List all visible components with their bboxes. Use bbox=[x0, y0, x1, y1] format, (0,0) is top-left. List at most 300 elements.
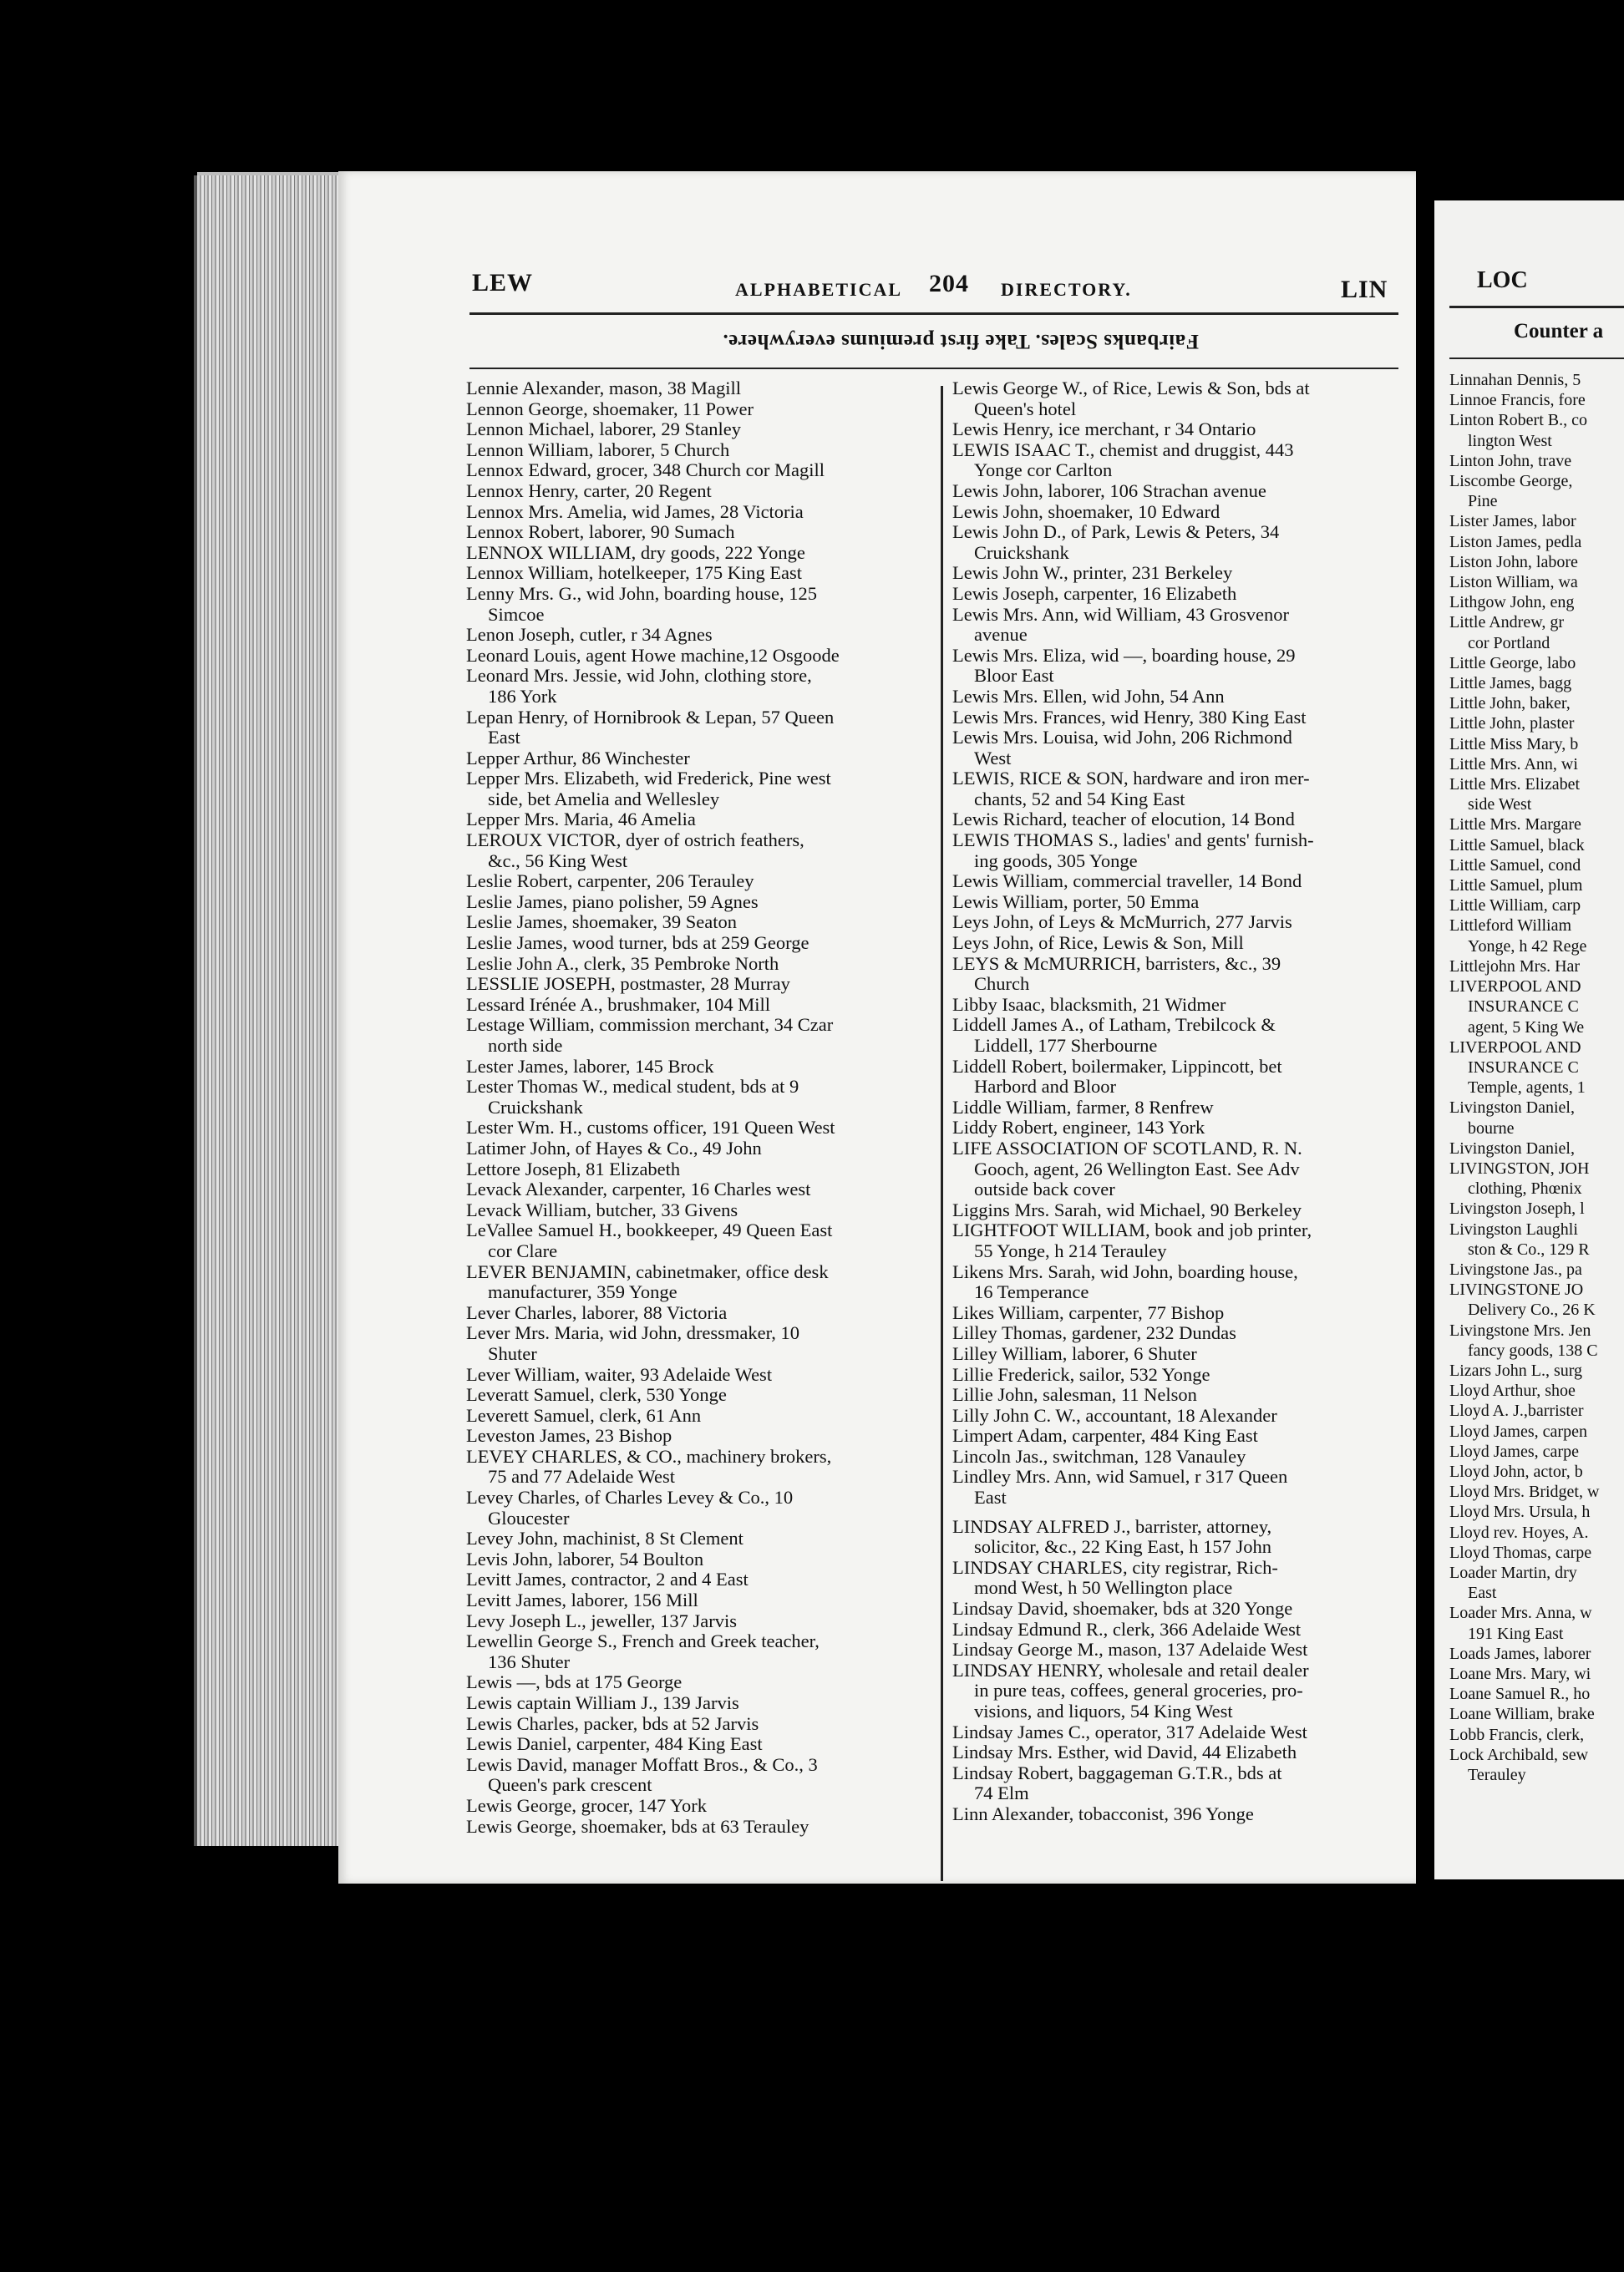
entry-line: Lillie Frederick, sailor, 532 Yonge bbox=[952, 1363, 1210, 1385]
facing-entry-line: Linton John, trave bbox=[1449, 451, 1572, 470]
directory-entry bbox=[466, 584, 917, 625]
entry-continuation: West bbox=[974, 747, 1012, 768]
facing-entry-line: lington West bbox=[1468, 431, 1552, 450]
facing-entry-line: fancy goods, 138 C bbox=[1468, 1341, 1598, 1360]
entry-line: Leverett Samuel, clerk, 61 Ann bbox=[466, 1404, 702, 1426]
directory-entry bbox=[466, 830, 917, 871]
facing-guide-word: LOC bbox=[1477, 267, 1528, 293]
facing-entry-line: LIVERPOOL AND bbox=[1449, 977, 1581, 997]
entry-line: Lennon William, laborer, 5 Church bbox=[466, 439, 730, 460]
entry-line: Lennox Mrs. Amelia, wid James, 28 Victoria bbox=[466, 500, 804, 522]
directory-entry bbox=[952, 563, 1403, 584]
directory-entry bbox=[466, 646, 917, 667]
entry-line: LINDSAY ALFRED J., barrister, attorney, bbox=[952, 1515, 1272, 1537]
entry-line: Lever William, waiter, 93 Adelaide West bbox=[466, 1363, 773, 1385]
entry-line: Likens Mrs. Sarah, wid John, boarding house, bbox=[952, 1260, 1298, 1282]
directory-entry bbox=[952, 1118, 1403, 1139]
entry-line: Leslie Robert, carpenter, 206 Terauley bbox=[466, 870, 754, 892]
left-guide-word: LEW bbox=[472, 269, 534, 297]
facing-entry-line: Liston William, wa bbox=[1449, 573, 1578, 592]
facing-entry-line: Little John, baker, bbox=[1449, 694, 1571, 713]
facing-entry-line: Lloyd Arthur, shoe bbox=[1449, 1382, 1576, 1401]
entry-continuation: 186 York bbox=[488, 685, 557, 707]
directory-entry bbox=[466, 707, 917, 748]
directory-entry bbox=[952, 1640, 1403, 1661]
facing-entry-line: Lloyd rev. Hoyes, A. bbox=[1449, 1523, 1589, 1542]
entry-continuation: Yonge cor Carlton bbox=[974, 459, 1113, 481]
entry-continuation: Gooch, agent, 26 Wellington East. See Adv bbox=[974, 1158, 1300, 1179]
directory-entry bbox=[466, 768, 917, 809]
entry-line: Leslie James, wood turner, bds at 259 George bbox=[466, 932, 809, 954]
directory-entry bbox=[466, 995, 917, 1016]
directory-entry bbox=[466, 440, 917, 461]
directory-entry bbox=[952, 419, 1403, 440]
directory-entry bbox=[952, 1722, 1403, 1743]
facing-entry-line: Little Samuel, cond bbox=[1449, 855, 1581, 875]
facing-entry-line: Liston James, pedla bbox=[1449, 532, 1582, 551]
facing-entry-line: Lloyd John, actor, b bbox=[1449, 1462, 1583, 1481]
directory-entry bbox=[466, 1262, 917, 1303]
directory-entry bbox=[466, 954, 917, 975]
facing-entry-line: Loane William, brake bbox=[1449, 1705, 1595, 1724]
entry-continuation: chants, 52 and 54 King East bbox=[974, 788, 1185, 809]
facing-entry-line: Terauley bbox=[1468, 1766, 1526, 1785]
facing-entry-line: ston & Co., 129 R bbox=[1468, 1240, 1590, 1259]
entry-continuation: mond West, h 50 Wellington place bbox=[974, 1577, 1233, 1599]
entry-line: Levis John, laborer, 54 Boulton bbox=[466, 1548, 704, 1570]
entry-continuation: East bbox=[488, 727, 520, 748]
directory-entry bbox=[466, 481, 917, 502]
directory-entry bbox=[952, 1323, 1403, 1344]
entry-line: Lilley William, laborer, 6 Shuter bbox=[952, 1342, 1197, 1364]
entry-line: Lepper Mrs. Elizabeth, wid Frederick, Pine west bbox=[466, 768, 831, 789]
facing-entry-line: cor Portland bbox=[1468, 633, 1550, 652]
entry-line: Lewis Joseph, carpenter, 16 Elizabeth bbox=[952, 582, 1237, 604]
entry-line: Levy Joseph L., jeweller, 137 Jarvis bbox=[466, 1610, 738, 1631]
entry-line: Lewis Mrs. Ann, wid William, 43 Grosvenor bbox=[952, 603, 1290, 625]
directory-entry bbox=[466, 502, 917, 523]
directory-entry bbox=[952, 1406, 1403, 1427]
entry-continuation: ing goods, 305 Yonge bbox=[974, 849, 1138, 871]
entry-continuation: Bloor East bbox=[974, 665, 1054, 687]
directory-entry bbox=[952, 830, 1403, 871]
directory-entry bbox=[466, 460, 917, 481]
entry-continuation: Liddell, 177 Sherbourne bbox=[974, 1035, 1158, 1056]
directory-entry bbox=[952, 502, 1403, 523]
directory-entry bbox=[952, 1467, 1403, 1508]
directory-entry bbox=[466, 1755, 917, 1796]
entry-line: LEWIS ISAAC T., chemist and druggist, 443 bbox=[952, 439, 1294, 460]
facing-entry-line: Little John, plaster bbox=[1449, 714, 1575, 733]
entry-line: LIFE ASSOCIATION OF SCOTLAND, R. N. bbox=[952, 1137, 1302, 1159]
facing-entry-line: Little Samuel, plum bbox=[1449, 876, 1583, 895]
entry-line: LENNOX WILLIAM, dry goods, 222 Yonge bbox=[466, 541, 805, 563]
entry-continuation: 16 Temperance bbox=[974, 1281, 1089, 1303]
entry-line: Lindsay David, shoemaker, bds at 320 Yonge bbox=[952, 1598, 1293, 1620]
entry-line: Leveston James, 23 Bishop bbox=[466, 1425, 672, 1447]
entry-line: Leonard Mrs. Jessie, wid John, clothing store, bbox=[466, 665, 812, 687]
directory-entry bbox=[952, 809, 1403, 830]
directory-entry bbox=[952, 1804, 1403, 1825]
directory-entry bbox=[952, 707, 1403, 728]
entry-line: Leys John, of Leys & McMurrich, 277 Jarvis bbox=[952, 911, 1292, 933]
entry-line: Lewis Mrs. Frances, wid Henry, 380 King East bbox=[952, 706, 1307, 728]
directory-entry bbox=[466, 625, 917, 646]
directory-entry bbox=[466, 1139, 917, 1159]
facing-entry-line: Lithgow John, eng bbox=[1449, 593, 1575, 612]
entry-line: Levack William, butcher, 33 Givens bbox=[466, 1199, 738, 1220]
directory-entry bbox=[952, 871, 1403, 892]
entry-line: Latimer John, of Hayes & Co., 49 John bbox=[466, 1137, 762, 1159]
entry-line: Leveratt Samuel, clerk, 530 Yonge bbox=[466, 1384, 727, 1406]
entry-continuation: in pure teas, coffees, general groceries, pro- bbox=[974, 1680, 1303, 1701]
header-title-right: DIRECTORY. bbox=[1001, 279, 1132, 300]
entry-line: Lennox William, hotelkeeper, 175 King East bbox=[466, 562, 803, 584]
entry-continuation: 74 Elm bbox=[974, 1783, 1029, 1804]
facing-entry-line: Little George, labo bbox=[1449, 653, 1576, 672]
facing-entry-line: East bbox=[1468, 1584, 1497, 1603]
directory-entry bbox=[466, 1529, 917, 1549]
directory-entry bbox=[466, 1426, 917, 1447]
entry-line: Lindsay Robert, baggageman G.T.R., bds at bbox=[952, 1762, 1282, 1783]
entry-line: Lennie Alexander, mason, 38 Magill bbox=[466, 378, 742, 398]
entry-line: Lennon George, shoemaker, 11 Power bbox=[466, 398, 754, 419]
directory-entry bbox=[466, 871, 917, 892]
directory-entry bbox=[952, 892, 1403, 913]
directory-entry bbox=[466, 1077, 917, 1118]
entry-continuation: Cruickshank bbox=[974, 541, 1069, 563]
facing-entry-line: clothing, Phœnix bbox=[1468, 1179, 1582, 1199]
entry-line: Lewis captain William J., 139 Jarvis bbox=[466, 1692, 739, 1713]
directory-entry bbox=[466, 1365, 917, 1386]
entry-line: Levack Alexander, carpenter, 16 Charles west bbox=[466, 1179, 811, 1200]
directory-entry bbox=[952, 1620, 1403, 1641]
entry-continuation: cor Clare bbox=[488, 1240, 558, 1261]
facing-entry-line: Linnahan Dennis, 5 bbox=[1449, 371, 1581, 389]
directory-entry bbox=[466, 378, 917, 399]
entry-continuation: Shuter bbox=[488, 1342, 537, 1364]
facing-entry-line: INSURANCE C bbox=[1468, 997, 1579, 1017]
facing-entry-line: Loads James, laborer bbox=[1449, 1644, 1591, 1663]
directory-entry bbox=[466, 1631, 917, 1672]
entry-line: LEROUX VICTOR, dyer of ostrich feathers, bbox=[466, 829, 804, 851]
directory-entry bbox=[466, 1406, 917, 1427]
directory-entry bbox=[466, 1714, 917, 1735]
directory-entry bbox=[952, 1220, 1403, 1261]
entry-line: Leonard Louis, agent Howe machine,12 Osgoode bbox=[466, 644, 840, 666]
entry-line: LEVER BENJAMIN, cabinetmaker, office desk bbox=[466, 1260, 829, 1282]
directory-entry bbox=[952, 440, 1403, 481]
page-number: 204 bbox=[929, 270, 969, 297]
directory-entry bbox=[952, 1057, 1403, 1098]
directory-entry bbox=[466, 1323, 917, 1364]
entry-line: Lever Charles, laborer, 88 Victoria bbox=[466, 1301, 728, 1323]
facing-entry-line: Lloyd A. J.,barrister bbox=[1449, 1402, 1584, 1421]
entry-line: Lindsay Mrs. Esther, wid David, 44 Elizabeth bbox=[952, 1742, 1297, 1763]
entry-line: LESSLIE JOSEPH, postmaster, 28 Murray bbox=[466, 973, 790, 995]
facing-entry-line: Loane Mrs. Mary, wi bbox=[1449, 1665, 1591, 1683]
entry-line: Lewis David, manager Moffatt Bros., & Co., 3 bbox=[466, 1753, 818, 1775]
facing-entry-line: Little Mrs. Ann, wi bbox=[1449, 754, 1578, 773]
facing-entry-line: Loader Mrs. Anna, w bbox=[1449, 1604, 1592, 1623]
directory-entry bbox=[466, 748, 917, 769]
entry-line: Lewis George, shoemaker, bds at 63 Terauley bbox=[466, 1815, 809, 1837]
facing-entry-line: Linnoe Francis, fore bbox=[1449, 391, 1586, 410]
facing-entry-line: Yonge, h 42 Rege bbox=[1468, 936, 1587, 956]
entry-line: Lennon Michael, laborer, 29 Stanley bbox=[466, 418, 741, 440]
facing-entry-line: Little Miss Mary, b bbox=[1449, 734, 1579, 753]
entry-line: Lester Thomas W., medical student, bds at 9 bbox=[466, 1076, 799, 1098]
directory-entry bbox=[952, 1661, 1403, 1722]
entry-line: LIGHTFOOT WILLIAM, book and job printer, bbox=[952, 1220, 1312, 1241]
directory-entry bbox=[466, 1118, 917, 1139]
facing-entry-line: Liscombe George, bbox=[1449, 472, 1573, 491]
entry-line: Lewis Charles, packer, bds at 52 Jarvis bbox=[466, 1712, 759, 1734]
facing-entry-line: Livingstone Mrs. Jen bbox=[1449, 1321, 1591, 1340]
entry-line: Lewis —, bds at 175 George bbox=[466, 1671, 683, 1693]
directory-entry bbox=[952, 1139, 1403, 1200]
facing-banner: Counter a bbox=[1514, 320, 1604, 342]
entry-line: Limpert Adam, carpenter, 484 King East bbox=[952, 1425, 1258, 1447]
entry-continuation: outside back cover bbox=[974, 1179, 1115, 1200]
directory-entry bbox=[466, 666, 917, 707]
directory-entry bbox=[952, 1385, 1403, 1406]
entry-line: Lessard Irénée A., brushmaker, 104 Mill bbox=[466, 993, 770, 1015]
entry-line: Lennox Robert, laborer, 90 Sumach bbox=[466, 521, 735, 543]
entry-line: Lewis Mrs. Ellen, wid John, 54 Ann bbox=[952, 685, 1225, 707]
entry-continuation: East bbox=[974, 1487, 1007, 1509]
entry-line: Liddell James A., of Latham, Trebilcock & bbox=[952, 1014, 1276, 1036]
entry-line: Lever Mrs. Maria, wid John, dressmaker, 10 bbox=[466, 1322, 800, 1344]
directory-entry bbox=[952, 1558, 1403, 1599]
facing-entry-line: agent, 5 King We bbox=[1468, 1017, 1585, 1037]
facing-entry-line: Lloyd Thomas, carpe bbox=[1449, 1543, 1592, 1562]
right-guide-word: LIN bbox=[1341, 276, 1388, 303]
directory-entry bbox=[952, 522, 1403, 563]
entry-line: Lewis George W., of Rice, Lewis & Son, bds at bbox=[952, 378, 1310, 398]
entry-line: Lewis John, laborer, 106 Strachan avenue bbox=[952, 479, 1266, 501]
directory-entry bbox=[952, 1517, 1403, 1558]
entry-line: Lindsay James C., operator, 317 Adelaide West bbox=[952, 1721, 1307, 1742]
facing-entry-line: side West bbox=[1468, 795, 1532, 814]
entry-line: Lilley Thomas, gardener, 232 Dundas bbox=[952, 1322, 1236, 1344]
entry-line: Lindsay George M., mason, 137 Adelaide West bbox=[952, 1639, 1308, 1661]
entry-line: Lennox Edward, grocer, 348 Church cor Magill bbox=[466, 459, 825, 481]
directory-entry bbox=[466, 563, 917, 584]
directory-entry bbox=[466, 809, 917, 830]
entry-line: Lewis John, shoemaker, 10 Edward bbox=[952, 500, 1221, 522]
directory-entry bbox=[952, 1763, 1403, 1804]
directory-entry bbox=[466, 419, 917, 440]
facing-entry-line: Littleford William bbox=[1449, 916, 1572, 936]
entry-line: Lindley Mrs. Ann, wid Samuel, r 317 Queen bbox=[952, 1466, 1288, 1488]
entry-line: Lindsay Edmund R., clerk, 366 Adelaide West bbox=[952, 1618, 1302, 1640]
facing-entry-line: Lloyd Mrs. Bridget, w bbox=[1449, 1483, 1600, 1502]
directory-entry bbox=[952, 728, 1403, 768]
entry-continuation: 55 Yonge, h 214 Terauley bbox=[974, 1240, 1167, 1261]
directory-entry bbox=[466, 933, 917, 954]
facing-entry-line: Littlejohn Mrs. Har bbox=[1449, 956, 1581, 976]
entry-line: Lillie John, salesman, 11 Nelson bbox=[952, 1384, 1197, 1406]
header-title-left: ALPHABETICAL bbox=[735, 279, 903, 300]
entry-line: Liddle William, farmer, 8 Renfrew bbox=[952, 1096, 1214, 1118]
facing-banner-rule bbox=[1449, 358, 1624, 359]
entry-line: Lewellin George S., French and Greek teacher, bbox=[466, 1630, 820, 1652]
facing-entry-line: LIVINGSTONE JO bbox=[1449, 1281, 1584, 1300]
directory-entry bbox=[466, 1672, 917, 1693]
directory-entry bbox=[466, 1549, 917, 1570]
directory-entry bbox=[952, 1015, 1403, 1056]
entry-line: Lewis John W., printer, 231 Berkeley bbox=[952, 562, 1233, 584]
directory-entry bbox=[952, 1262, 1403, 1303]
facing-entry-line: Lloyd Mrs. Ursula, h bbox=[1449, 1503, 1591, 1522]
directory-entry bbox=[952, 1344, 1403, 1365]
entry-line: Lilly John C. W., accountant, 18 Alexander bbox=[952, 1404, 1277, 1426]
entry-line: Lewis William, commercial traveller, 14 Bond bbox=[952, 870, 1302, 892]
facing-entry-line: Lloyd James, carpen bbox=[1449, 1422, 1587, 1441]
facing-entry-line: Delivery Co., 26 K bbox=[1468, 1301, 1596, 1320]
left-column bbox=[466, 378, 917, 1837]
facing-entry-line: Loane Samuel R., ho bbox=[1449, 1685, 1591, 1704]
directory-entry bbox=[952, 481, 1403, 502]
directory-entry bbox=[466, 1057, 917, 1078]
directory-entry bbox=[952, 1303, 1403, 1324]
directory-entry bbox=[952, 933, 1403, 954]
directory-entry bbox=[466, 1303, 917, 1324]
entry-line: Leslie James, piano polisher, 59 Agnes bbox=[466, 890, 759, 912]
entry-line: LEYS & McMURRICH, barristers, &c., 39 bbox=[952, 952, 1281, 974]
entry-continuation: north side bbox=[488, 1035, 563, 1056]
facing-entry-line: Livingston Daniel, bbox=[1449, 1098, 1575, 1118]
entry-line: LEWIS, RICE & SON, hardware and iron mer- bbox=[952, 768, 1310, 789]
directory-entry bbox=[466, 1220, 917, 1261]
facing-entry-line: Little William, carp bbox=[1449, 896, 1581, 915]
entry-line: Lepper Arthur, 86 Winchester bbox=[466, 747, 690, 768]
entry-line: Lincoln Jas., switchman, 128 Vanauley bbox=[952, 1445, 1246, 1467]
directory-entry bbox=[466, 1200, 917, 1221]
entry-continuation: 136 Shuter bbox=[488, 1651, 571, 1672]
facing-entry-line: Liston John, labore bbox=[1449, 552, 1578, 571]
entry-continuation: manufacturer, 359 Yonge bbox=[488, 1281, 678, 1303]
entry-line: Lester Wm. H., customs officer, 191 Queen West bbox=[466, 1117, 835, 1139]
entry-line: Lenny Mrs. G., wid John, boarding house, 125 bbox=[466, 582, 817, 604]
directory-entry bbox=[466, 1015, 917, 1056]
entry-line: Lewis William, porter, 50 Emma bbox=[952, 890, 1200, 912]
entry-line: LEVEY CHARLES, & CO., machinery brokers, bbox=[466, 1445, 832, 1467]
facing-entry-line: Lister James, labor bbox=[1449, 512, 1576, 531]
entry-line: Lester James, laborer, 145 Brock bbox=[466, 1055, 714, 1077]
directory-entry bbox=[952, 1599, 1403, 1620]
entry-continuation: Simcoe bbox=[488, 603, 545, 625]
entry-line: Lennox Henry, carter, 20 Regent bbox=[466, 479, 712, 501]
entry-line: Lewis George, grocer, 147 York bbox=[466, 1794, 708, 1816]
facing-entry-line: 191 King East bbox=[1468, 1624, 1564, 1643]
facing-entry-line: Little Andrew, gr bbox=[1449, 613, 1565, 632]
directory-entry bbox=[466, 543, 917, 564]
entry-line: Lepan Henry, of Hornibrook & Lepan, 57 Queen bbox=[466, 706, 835, 728]
entry-line: Lewis Mrs. Eliza, wid —, boarding house, 29 bbox=[952, 644, 1296, 666]
entry-line: Lenon Joseph, cutler, r 34 Agnes bbox=[466, 624, 713, 646]
entry-line: LINDSAY HENRY, wholesale and retail dealer bbox=[952, 1659, 1309, 1681]
entry-line: Leys John, of Rice, Lewis & Son, Mill bbox=[952, 932, 1244, 954]
book-gutter bbox=[1416, 196, 1434, 1867]
directory-entry bbox=[466, 974, 917, 995]
facing-entry-line: Livingston Laughli bbox=[1449, 1220, 1578, 1239]
entry-line: Lettore Joseph, 81 Elizabeth bbox=[466, 1158, 681, 1179]
directory-entry bbox=[952, 912, 1403, 933]
directory-entry bbox=[952, 1098, 1403, 1118]
facing-entry-line: Lobb Francis, clerk, bbox=[1449, 1725, 1585, 1744]
entry-line: Liggins Mrs. Sarah, wid Michael, 90 Berkeley bbox=[952, 1199, 1302, 1220]
facing-entry-line: Loader Martin, dry bbox=[1449, 1563, 1577, 1582]
directory-entry bbox=[466, 1159, 917, 1180]
entry-continuation: Queen's hotel bbox=[974, 398, 1077, 419]
entry-line: Leslie James, shoemaker, 39 Seaton bbox=[466, 911, 738, 933]
facing-entry-line: Little Samuel, black bbox=[1449, 835, 1585, 855]
facing-entry-line: Pine bbox=[1468, 492, 1498, 511]
directory-entry bbox=[466, 1611, 917, 1632]
entry-line: Leslie John A., clerk, 35 Pembroke North bbox=[466, 952, 779, 974]
directory-entry bbox=[466, 1796, 917, 1817]
directory-entry bbox=[952, 378, 1403, 419]
facing-entry-line: Little Mrs. Elizabet bbox=[1449, 775, 1581, 794]
right-column bbox=[952, 378, 1403, 1825]
directory-entry bbox=[466, 892, 917, 913]
facing-entry-line: Lloyd James, carpe bbox=[1449, 1442, 1579, 1461]
entry-continuation: side, bet Amelia and Wellesley bbox=[488, 788, 720, 809]
facing-column bbox=[1449, 370, 1624, 1785]
directory-entry bbox=[466, 399, 917, 420]
directory-entry bbox=[952, 1365, 1403, 1386]
entry-continuation: Church bbox=[974, 973, 1030, 995]
facing-entry-line: Livingston Daniel, bbox=[1449, 1139, 1575, 1158]
entry-line: Levey John, machinist, 8 St Clement bbox=[466, 1528, 743, 1549]
entry-line: Liddell Robert, boilermaker, Lippincott, bet bbox=[952, 1055, 1282, 1077]
entry-line: Lewis Henry, ice merchant, r 34 Ontario bbox=[952, 418, 1256, 440]
column-divider bbox=[941, 386, 943, 1881]
entry-line: Likes William, carpenter, 77 Bishop bbox=[952, 1301, 1225, 1323]
directory-entry bbox=[466, 1817, 917, 1838]
entry-line: Lewis Mrs. Louisa, wid John, 206 Richmond bbox=[952, 727, 1292, 748]
directory-entry bbox=[466, 1734, 917, 1755]
entry-line: Linn Alexander, tobacconist, 396 Yonge bbox=[952, 1803, 1254, 1824]
facing-entry-line: Livingstone Jas., pa bbox=[1449, 1260, 1582, 1279]
entry-continuation: &c., 56 King West bbox=[488, 849, 628, 871]
entry-line: Levitt James, laborer, 156 Mill bbox=[466, 1590, 698, 1611]
facing-entry-line: Lizars John L., surg bbox=[1449, 1361, 1583, 1380]
directory-entry bbox=[952, 954, 1403, 995]
directory-entry bbox=[466, 1179, 917, 1200]
entry-continuation: 75 and 77 Adelaide West bbox=[488, 1466, 675, 1488]
entry-continuation: avenue bbox=[974, 624, 1028, 646]
entry-line: LeVallee Samuel H., bookkeeper, 49 Queen East bbox=[466, 1220, 833, 1241]
directory-entry bbox=[466, 1447, 917, 1488]
facing-header-rule bbox=[1449, 306, 1624, 308]
directory-entry bbox=[952, 995, 1403, 1016]
directory-entry bbox=[466, 1693, 917, 1714]
directory-entry bbox=[952, 1200, 1403, 1221]
directory-entry bbox=[952, 646, 1403, 687]
entry-line: Lewis Richard, teacher of elocution, 14 Bond bbox=[952, 809, 1295, 830]
upside-down-banner: Fairbanks Scales. Take first premiums everywhere. bbox=[722, 330, 1200, 352]
entry-continuation: visions, and liquors, 54 King West bbox=[974, 1701, 1233, 1722]
facing-entry-line: Livingston Joseph, l bbox=[1449, 1199, 1585, 1219]
directory-entry bbox=[466, 1590, 917, 1611]
entry-continuation: Gloucester bbox=[488, 1507, 570, 1529]
entry-line: Lewis John D., of Park, Lewis & Peters, 34 bbox=[952, 521, 1280, 543]
directory-entry bbox=[466, 1570, 917, 1590]
facing-entry-line: Little Mrs. Margare bbox=[1449, 815, 1581, 834]
